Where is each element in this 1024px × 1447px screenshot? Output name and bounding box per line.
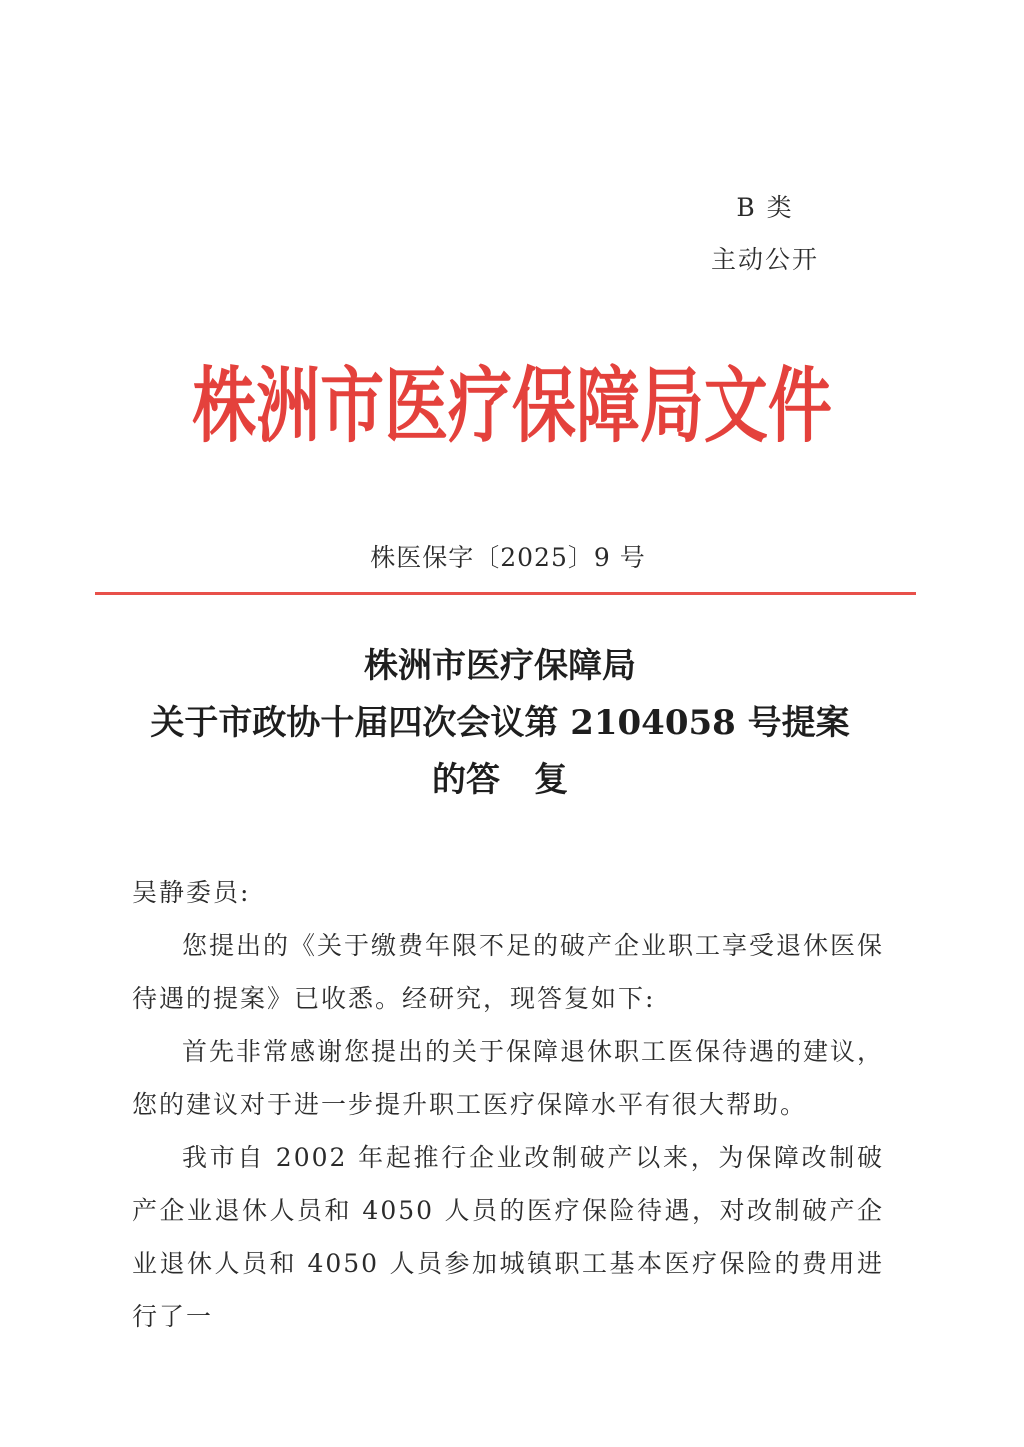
paragraph-2: 首先非常感谢您提出的关于保障退休职工医保待遇的建议，您的建议对于进一步提升职工医疗保障水平有很大帮助。: [132, 1037, 885, 1119]
classification-block: [700, 182, 830, 286]
letter-body: [132, 866, 884, 1343]
paragraph-3: 我市自 2002 年起推行企业改制破产以来，为保障改制破产企业退休人员和 4050 人员的医疗保险待遇，对改制破产企业退休人员和 4050 人员参加城镇职工基本医疗保险的费用进行了一: [132, 1143, 884, 1331]
salutation: 吴静委员:: [132, 878, 251, 907]
red-divider-line: [95, 592, 916, 595]
title-line-1: 株洲市医疗保障局: [364, 646, 636, 686]
category-label: B 类: [736, 193, 794, 222]
title-line-2: 关于市政协十届四次会议第 2104058 号提案: [150, 703, 850, 743]
title-line-3: 的答 复: [432, 760, 568, 800]
document-number: 株医保字〔2025〕9 号: [370, 543, 646, 572]
disclosure-label: 主动公开: [710, 245, 819, 274]
masthead-title: 株洲市医疗保障局文件: [192, 359, 832, 454]
paragraph-1: 您提出的《关于缴费年限不足的破产企业职工享受退休医保待遇的提案》已收悉。经研究，现答复如下:: [132, 931, 885, 1013]
document-title: [60, 638, 940, 809]
